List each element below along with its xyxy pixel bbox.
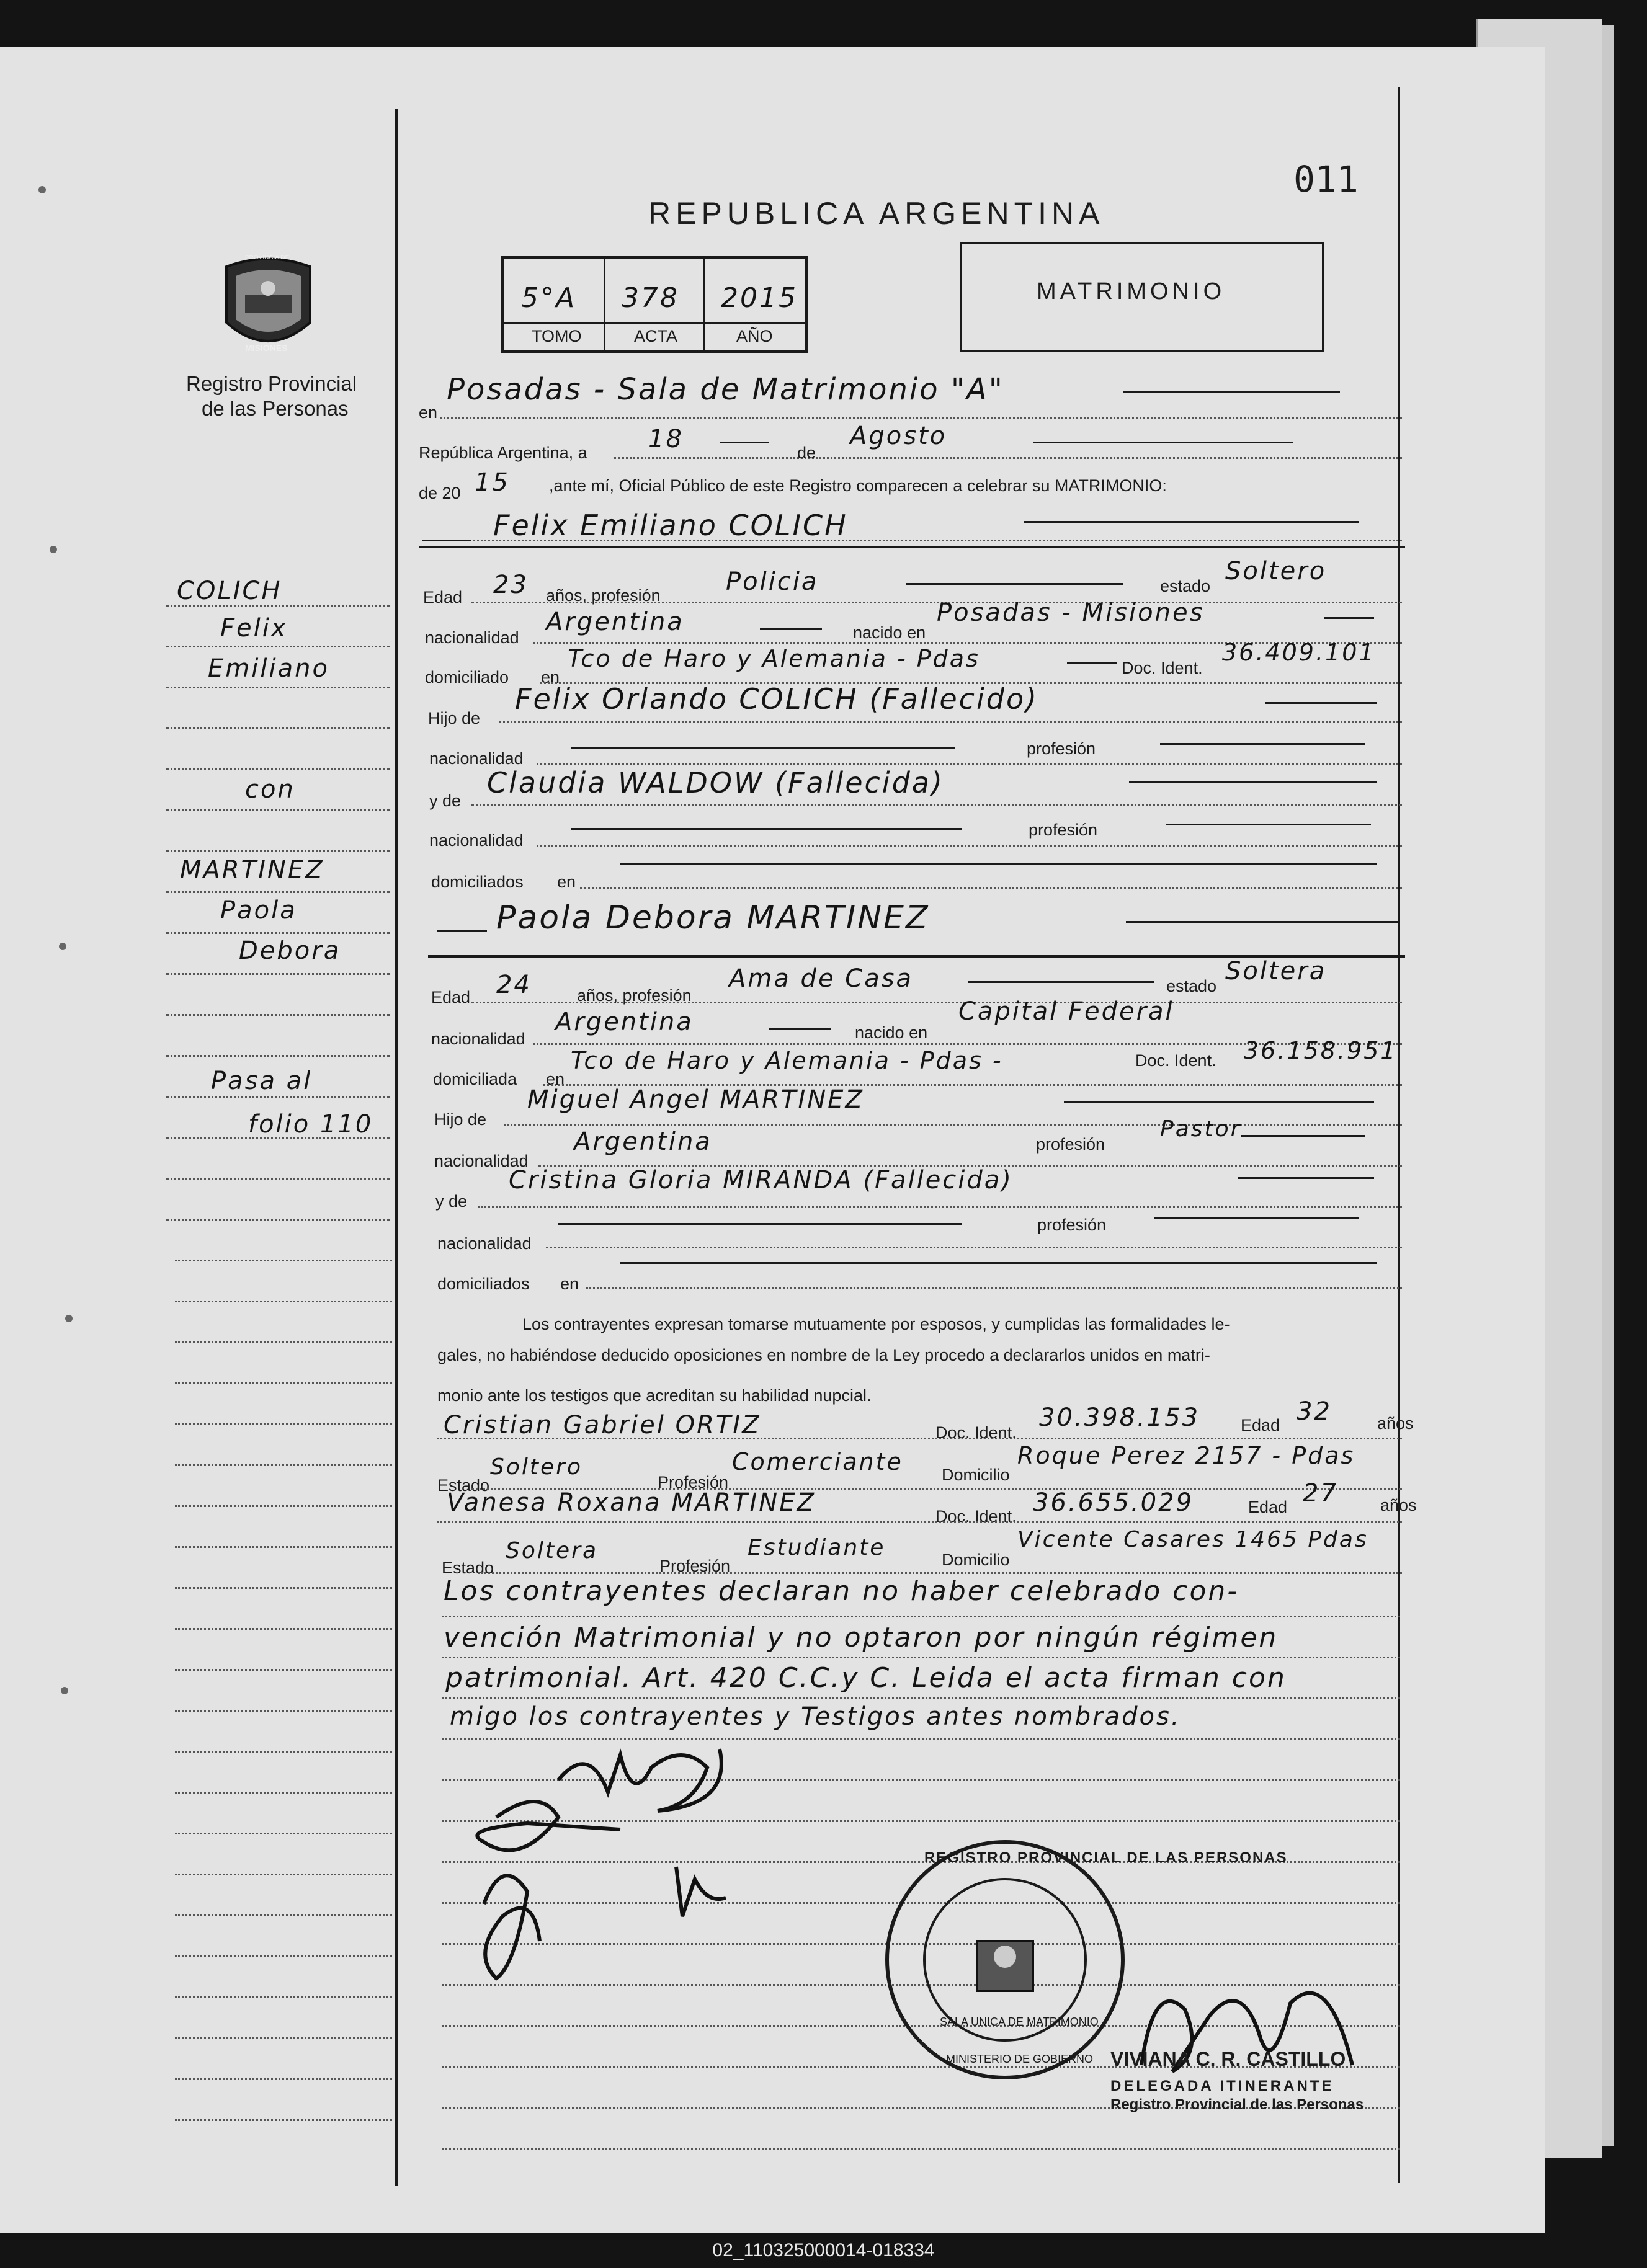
witness1-id: 30.398.153: [1039, 1403, 1200, 1432]
edad-label: Edad: [423, 588, 463, 607]
body-ruled-line: [442, 1697, 1400, 1699]
cancel-line: [769, 1028, 831, 1030]
hijo-de-label: Hijo de: [428, 709, 481, 727]
binding-hole: [61, 1687, 68, 1694]
witness1-address: Roque Perez 2157 - Pdas: [1017, 1442, 1355, 1469]
margin-ruled-line: [175, 1301, 392, 1302]
margin-ruled-line: [166, 1014, 390, 1016]
witness1-profession: Comerciante: [732, 1448, 903, 1475]
cancel-line: [1126, 921, 1399, 923]
spouse1-birthplace: Posadas - Misiones: [937, 598, 1205, 627]
cancel-line: [1033, 442, 1293, 443]
paragraph-line2: gales, no habiéndose deducido oposiciones en nombre de la Ley procedo a declararlos unidos en matri-: [437, 1346, 1210, 1364]
year-value: 15: [475, 468, 510, 497]
anos-profesion-label: años, profesión: [577, 986, 692, 1005]
day-value: 18: [648, 425, 684, 453]
margin-ruled-line: [175, 1505, 392, 1507]
witness1-edad-label: Edad: [1241, 1416, 1280, 1434]
edad-label: Edad: [431, 988, 471, 1007]
margin-ruled-line: [175, 1792, 392, 1794]
fill-line: [478, 1572, 1402, 1574]
margin-ruled-line: [166, 1178, 390, 1180]
fill-line: [471, 1002, 1402, 1003]
spouse2-address: Tco de Haro y Alemania - Pdas -: [571, 1047, 1003, 1074]
margin-ruled-line: [175, 2078, 392, 2080]
witness2-edad-label: Edad: [1248, 1498, 1288, 1516]
profesion-label: profesión: [1036, 1135, 1105, 1154]
act-type-box: [960, 242, 1324, 352]
place-value: Posadas - Sala de Matrimonio "A": [447, 372, 1004, 407]
anio-value: 2015: [721, 282, 798, 314]
margin-ruled-line: [175, 1710, 392, 1712]
seal-top-text: PROVINCIA DE: [245, 254, 290, 261]
margin-ruled-line: [166, 1055, 390, 1057]
binding-hole: [59, 943, 66, 950]
fill-line: [422, 540, 1402, 541]
cancel-line: [1324, 617, 1374, 619]
witness1-name: Cristian Gabriel ORTIZ: [444, 1411, 761, 1439]
official-org: Registro Provincial de las Personas: [1110, 2096, 1364, 2113]
domiciliados-label: domiciliados: [437, 1274, 530, 1293]
spouse1-address: Tco de Haro y Alemania - Pdas: [568, 645, 980, 672]
cancel-line: [620, 1262, 1377, 1264]
spouse1-father: Felix Orlando COLICH (Fallecido): [515, 682, 1039, 716]
fill-line: [586, 1287, 1402, 1289]
cancel-line: [1154, 1217, 1359, 1219]
margin-ruled-line: [175, 1260, 392, 1261]
margin-ruled-line: [175, 2037, 392, 2039]
cancel-line: [968, 981, 1154, 983]
fill-line: [537, 763, 1402, 765]
margin-ruled-line: [166, 973, 390, 975]
fill-line: [580, 887, 1402, 889]
domiciliados-label: domiciliados: [431, 873, 524, 891]
stamp-bottom-text: MINISTERIO DE GOBIERNO: [946, 2053, 1094, 2065]
note-line4: migo los contrayentes y Testigos antes nombrados.: [450, 1702, 1181, 1731]
cancel-line: [1024, 521, 1359, 523]
stamp-inner-text: SALA UNICA DE MATRIMONIO: [940, 2016, 1099, 2028]
witness2-domicilio-label: Domicilio: [942, 1550, 1010, 1569]
margin-ruled-line: [175, 1423, 392, 1425]
fill-line: [437, 1521, 1402, 1523]
margin-ruled-line: [166, 809, 390, 811]
witness2-anos-label: años: [1380, 1496, 1417, 1514]
margin-ruled-line: [166, 850, 390, 852]
margin-spouse2-surname: MARTINEZ: [180, 856, 324, 884]
cancel-line: [571, 828, 962, 830]
registry-name-line2: de las Personas: [202, 397, 349, 420]
fill-line: [546, 1247, 1402, 1248]
cancel-line: [620, 863, 1377, 865]
witness1-anos-label: años: [1377, 1414, 1414, 1433]
fill-line: [537, 845, 1402, 847]
cancel-line: [1265, 702, 1377, 704]
hijo-de-label: Hijo de: [434, 1110, 487, 1129]
ante-mi-label: ,ante mí, Oficial Público de este Registro comparecen a celebrar su MATRIMONIO:: [549, 476, 1167, 495]
body-ruled-line: [442, 2148, 1400, 2150]
fill-line: [440, 417, 1402, 419]
doc-ident-label: Doc. Ident.: [1122, 659, 1203, 677]
margin-ruled-line: [175, 2119, 392, 2121]
spouse1-nationality: Argentina: [546, 608, 684, 636]
republica-label: República Argentina, a: [419, 443, 587, 462]
spouse2-mother: Cristina Gloria MIRANDA (Fallecida): [509, 1166, 1013, 1194]
spouse2-father-profession: Pastor: [1160, 1116, 1242, 1142]
scan-border-top: [0, 0, 1647, 47]
cancel-line: [1129, 781, 1377, 783]
nacionalidad-label: nacionalidad: [429, 749, 524, 768]
signatures: [447, 1730, 794, 2040]
anos-profesion-label: años, profesión: [546, 586, 661, 605]
scan-code-footer: 02_110325000014-018334: [0, 2233, 1647, 2268]
witness2-id: 36.655.029: [1033, 1488, 1194, 1517]
cancel-line: [1241, 1135, 1365, 1137]
witness2-age: 27: [1303, 1479, 1338, 1508]
margin-ruled-line: [175, 1874, 392, 1875]
y-de-label: y de: [429, 791, 462, 810]
margin-ruled-line: [166, 727, 390, 729]
domiciliada-label: domiciliada: [433, 1070, 517, 1088]
en-label: en: [419, 403, 438, 422]
act-type: MATRIMONIO: [1037, 278, 1226, 305]
acta-label: ACTA: [634, 327, 678, 345]
nacionalidad-label: nacionalidad: [434, 1152, 529, 1170]
province-seal: [220, 251, 316, 360]
cancel-line: [1067, 662, 1117, 664]
cancel-line: [720, 442, 769, 443]
margin-ruled-line: [166, 932, 390, 934]
spouse2-status: Soltera: [1225, 957, 1327, 985]
nacido-en-label: nacido en: [853, 623, 926, 642]
spouse2-father-nationality: Argentina: [574, 1127, 712, 1156]
page-number: 011: [1293, 158, 1359, 200]
spouse2-birthplace: Capital Federal: [958, 997, 1174, 1026]
spouse1-status: Soltero: [1225, 557, 1327, 585]
year-prefix-label: de 20: [419, 484, 461, 502]
margin-ruled-line: [166, 1096, 390, 1098]
spouse2-id: 36.158.951: [1244, 1037, 1398, 1064]
witness1-doc-label: Doc. Ident.: [935, 1423, 1017, 1442]
margin-ruled-line: [175, 1669, 392, 1671]
cancel-line: [1238, 1177, 1374, 1179]
witness2-profession: Estudiante: [748, 1535, 886, 1560]
margin-spouse1-first: Felix: [220, 614, 288, 643]
margin-spouse1-second: Emiliano: [208, 654, 329, 683]
witness2-profesion-label: Profesión: [659, 1557, 731, 1575]
margin-ruled-line: [175, 1833, 392, 1834]
margin-ruled-line: [175, 1382, 392, 1384]
cancel-line: [906, 583, 1123, 585]
spouse2-full-name: Paola Debora MARTINEZ: [496, 899, 930, 936]
witness1-age: 32: [1297, 1397, 1332, 1426]
de-label: de: [797, 443, 816, 462]
nacionalidad-label: nacionalidad: [431, 1029, 525, 1048]
binding-hole: [50, 546, 57, 553]
margin-ruled-line: [166, 1219, 390, 1221]
fill-line: [478, 1206, 1402, 1208]
spouse1-mother: Claudia WALDOW (Fallecida): [487, 766, 944, 799]
nacido-en-label: nacido en: [855, 1023, 928, 1042]
margin-ruled-line: [175, 1955, 392, 1957]
seal-bottom-text: MISIONES: [245, 343, 288, 353]
acta-value: 378: [622, 282, 679, 314]
margin-spouse1-surname: COLICH: [177, 577, 282, 605]
cancel-line: [422, 540, 471, 541]
witness1-domicilio-label: Domicilio: [942, 1465, 1010, 1484]
margin-ruled-line: [175, 1996, 392, 1998]
registry-name-line1: Registro Provincial: [186, 372, 357, 395]
margin-ruled-line: [166, 768, 390, 770]
domiciliado-label: domiciliado: [425, 668, 509, 687]
month-value: Agosto: [850, 422, 947, 450]
spouse2-profession: Ama de Casa: [729, 964, 914, 993]
margin-ruled-line: [175, 1628, 392, 1630]
witness1-profesion-label: Profesión: [658, 1473, 729, 1492]
profesion-label: profesión: [1029, 820, 1098, 839]
section-divider: [419, 546, 1405, 548]
margin-ruled-line: [166, 646, 390, 647]
nacionalidad-label: nacionalidad: [425, 628, 519, 647]
cancel-line: [558, 1223, 962, 1225]
cancel-line: [1064, 1101, 1374, 1103]
paragraph-line1: Los contrayentes expresan tomarse mutuamente por esposos, y cumplidas las formalidades le-: [522, 1315, 1230, 1333]
anio-label: AÑO: [736, 327, 773, 345]
note-line2: vención Matrimonial y no optaron por ningún régimen: [444, 1622, 1279, 1653]
body-ruled-line: [442, 1657, 1400, 1658]
estado-label: estado: [1166, 977, 1217, 995]
spouse2-nationality: Argentina: [555, 1008, 694, 1036]
domiciliado-en-label: en: [541, 668, 560, 687]
record-box: [501, 256, 808, 353]
margin-note-line2: folio 110: [248, 1110, 373, 1139]
margin-ruled-line: [175, 1751, 392, 1753]
estado-label: estado: [1160, 577, 1211, 595]
official-name: VIVIANA C. R. CASTILLO: [1110, 2048, 1346, 2070]
margin-ruled-line: [166, 687, 390, 688]
cancel-line: [1160, 743, 1365, 745]
witness2-address: Vicente Casares 1465 Pdas: [1017, 1527, 1368, 1552]
cancel-line: [1166, 824, 1371, 825]
profesion-label: profesión: [1037, 1216, 1107, 1234]
margin-ruled-line: [175, 1341, 392, 1343]
witness2-doc-label: Doc. Ident.: [935, 1507, 1017, 1526]
stamp-outer-text: REGISTRO PROVINCIAL DE LAS PERSONAS: [924, 1849, 1288, 1866]
margin-ruled-line: [175, 1914, 392, 1916]
spouse1-profession: Policia: [726, 567, 819, 596]
note-line1: Los contrayentes declaran no haber celebrado con-: [444, 1575, 1239, 1607]
margin-divider: [395, 109, 398, 2186]
paragraph-line3: monio ante los testigos que acreditan su habilidad nupcial.: [437, 1386, 872, 1405]
doc-ident-label: Doc. Ident.: [1135, 1051, 1216, 1070]
official-title: DELEGADA ITINERANTE: [1110, 2078, 1334, 2094]
witness1-estado-label: Estado: [437, 1476, 490, 1495]
right-border: [1398, 87, 1400, 2183]
fill-line: [437, 1438, 1402, 1439]
margin-spouse2-first: Paola: [220, 896, 297, 925]
fill-line: [499, 721, 1402, 723]
margin-connector: con: [245, 775, 295, 804]
cancel-line: [571, 747, 955, 749]
witness2-name: Vanesa Roxana MARTINEZ: [447, 1488, 816, 1517]
domiciliados-en-label: en: [560, 1274, 579, 1293]
margin-ruled-line: [175, 1587, 392, 1589]
profesion-label: profesión: [1027, 739, 1096, 758]
margin-ruled-line: [166, 891, 390, 893]
margin-ruled-line: [175, 1464, 392, 1466]
y-de-label: y de: [435, 1192, 468, 1211]
nacionalidad-label: nacionalidad: [437, 1234, 532, 1253]
tomo-value: 5°A: [521, 282, 577, 314]
fill-line: [614, 457, 1402, 459]
cancel-line: [1123, 391, 1340, 393]
witness1-status: Soltero: [490, 1454, 582, 1480]
note-line3: patrimonial. Art. 420 C.C.y C. Leida el acta firman con: [445, 1662, 1287, 1694]
binding-hole: [65, 1315, 73, 1322]
cancel-line: [437, 930, 487, 932]
body-ruled-line: [442, 1616, 1400, 1617]
margin-note-line1: Pasa al: [211, 1067, 313, 1095]
country-heading: REPUBLICA ARGENTINA: [648, 196, 1105, 231]
spouse2-age: 24: [496, 971, 532, 999]
fill-line: [504, 1124, 1402, 1126]
margin-ruled-line: [175, 1546, 392, 1548]
spouse1-full-name: Felix Emiliano COLICH: [493, 509, 848, 542]
binding-hole: [38, 186, 46, 193]
fill-line: [471, 804, 1402, 806]
domiciliados-en-label: en: [557, 873, 576, 891]
spouse1-age: 23: [493, 571, 529, 599]
witness2-status: Soltera: [506, 1538, 599, 1563]
tomo-label: TOMO: [532, 327, 582, 345]
spouse1-id: 36.409.101: [1222, 639, 1376, 666]
witness2-estado-label: Estado: [442, 1559, 494, 1577]
spouse2-father: Miguel Angel MARTINEZ: [527, 1085, 864, 1114]
domiciliada-en-label: en: [546, 1070, 565, 1088]
margin-spouse2-second: Debora: [239, 936, 341, 965]
nacionalidad-label: nacionalidad: [429, 831, 524, 850]
cancel-line: [760, 628, 822, 630]
